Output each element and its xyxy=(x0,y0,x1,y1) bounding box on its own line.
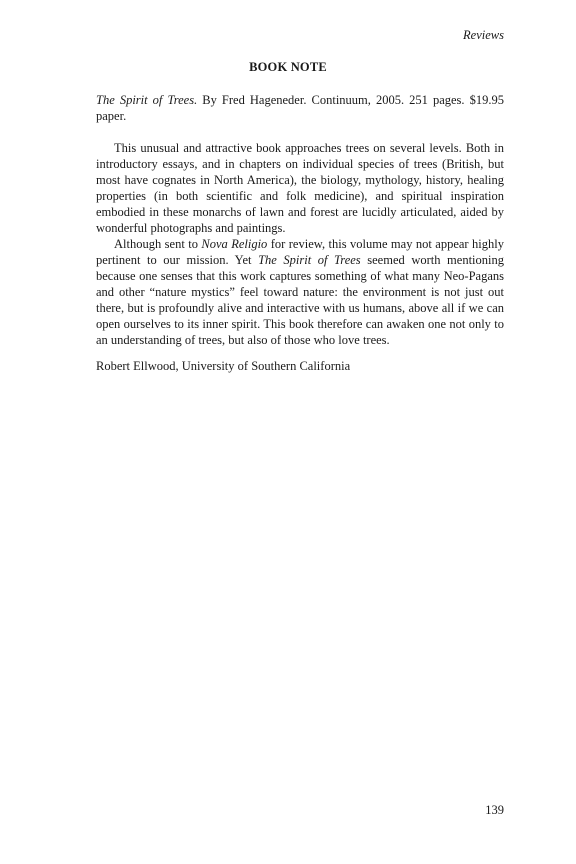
book-title-inline: The Spirit of Trees xyxy=(258,253,361,267)
paragraph-2-part-3: seemed worth mentioning because one senses that this work captures something of what many Neo-Pagans and other “nature mystics” feel toward nature: the environment is not just out there, but is profoundly alive and interactive with us humans, above all if we can open ourselves to its inner spirit. This book therefore can awaken one not only to an understanding of trees, but also of those who love trees. xyxy=(96,253,505,347)
paragraph-2-part-2: for review, this volume may not appear highly pertinent to our mission. Yet xyxy=(96,237,504,267)
journal-title: Nova Religio xyxy=(201,237,268,251)
review-paragraph-1: This unusual and attractive book approaches trees on several levels. Both in introductory essays, and in chapters on individual species of trees (British, but most have cognates in North America), the biology, mythology, history, healing properties (in both scientific and folk medicine), and spiritual inspiration embodied in these monarchs of lawn and forest are lucidly articulated, aided by wonderful photographs and paintings. xyxy=(96,141,504,235)
review-content xyxy=(96,92,504,374)
book-citation xyxy=(96,92,504,124)
page-number: 139 xyxy=(485,803,504,817)
paragraph-2-part-1: Although sent to xyxy=(114,237,202,251)
running-head: Reviews xyxy=(463,28,504,42)
reviewer-signature: Robert Ellwood, University of Southern California xyxy=(96,359,351,373)
citation-details: By Fred Hageneder. Continuum, 2005. 251 pages. $19.95 paper. xyxy=(96,93,504,123)
page-title: BOOK NOTE xyxy=(249,60,327,74)
review-paragraph-2 xyxy=(96,236,504,348)
book-title: The Spirit of Trees. xyxy=(96,93,198,107)
